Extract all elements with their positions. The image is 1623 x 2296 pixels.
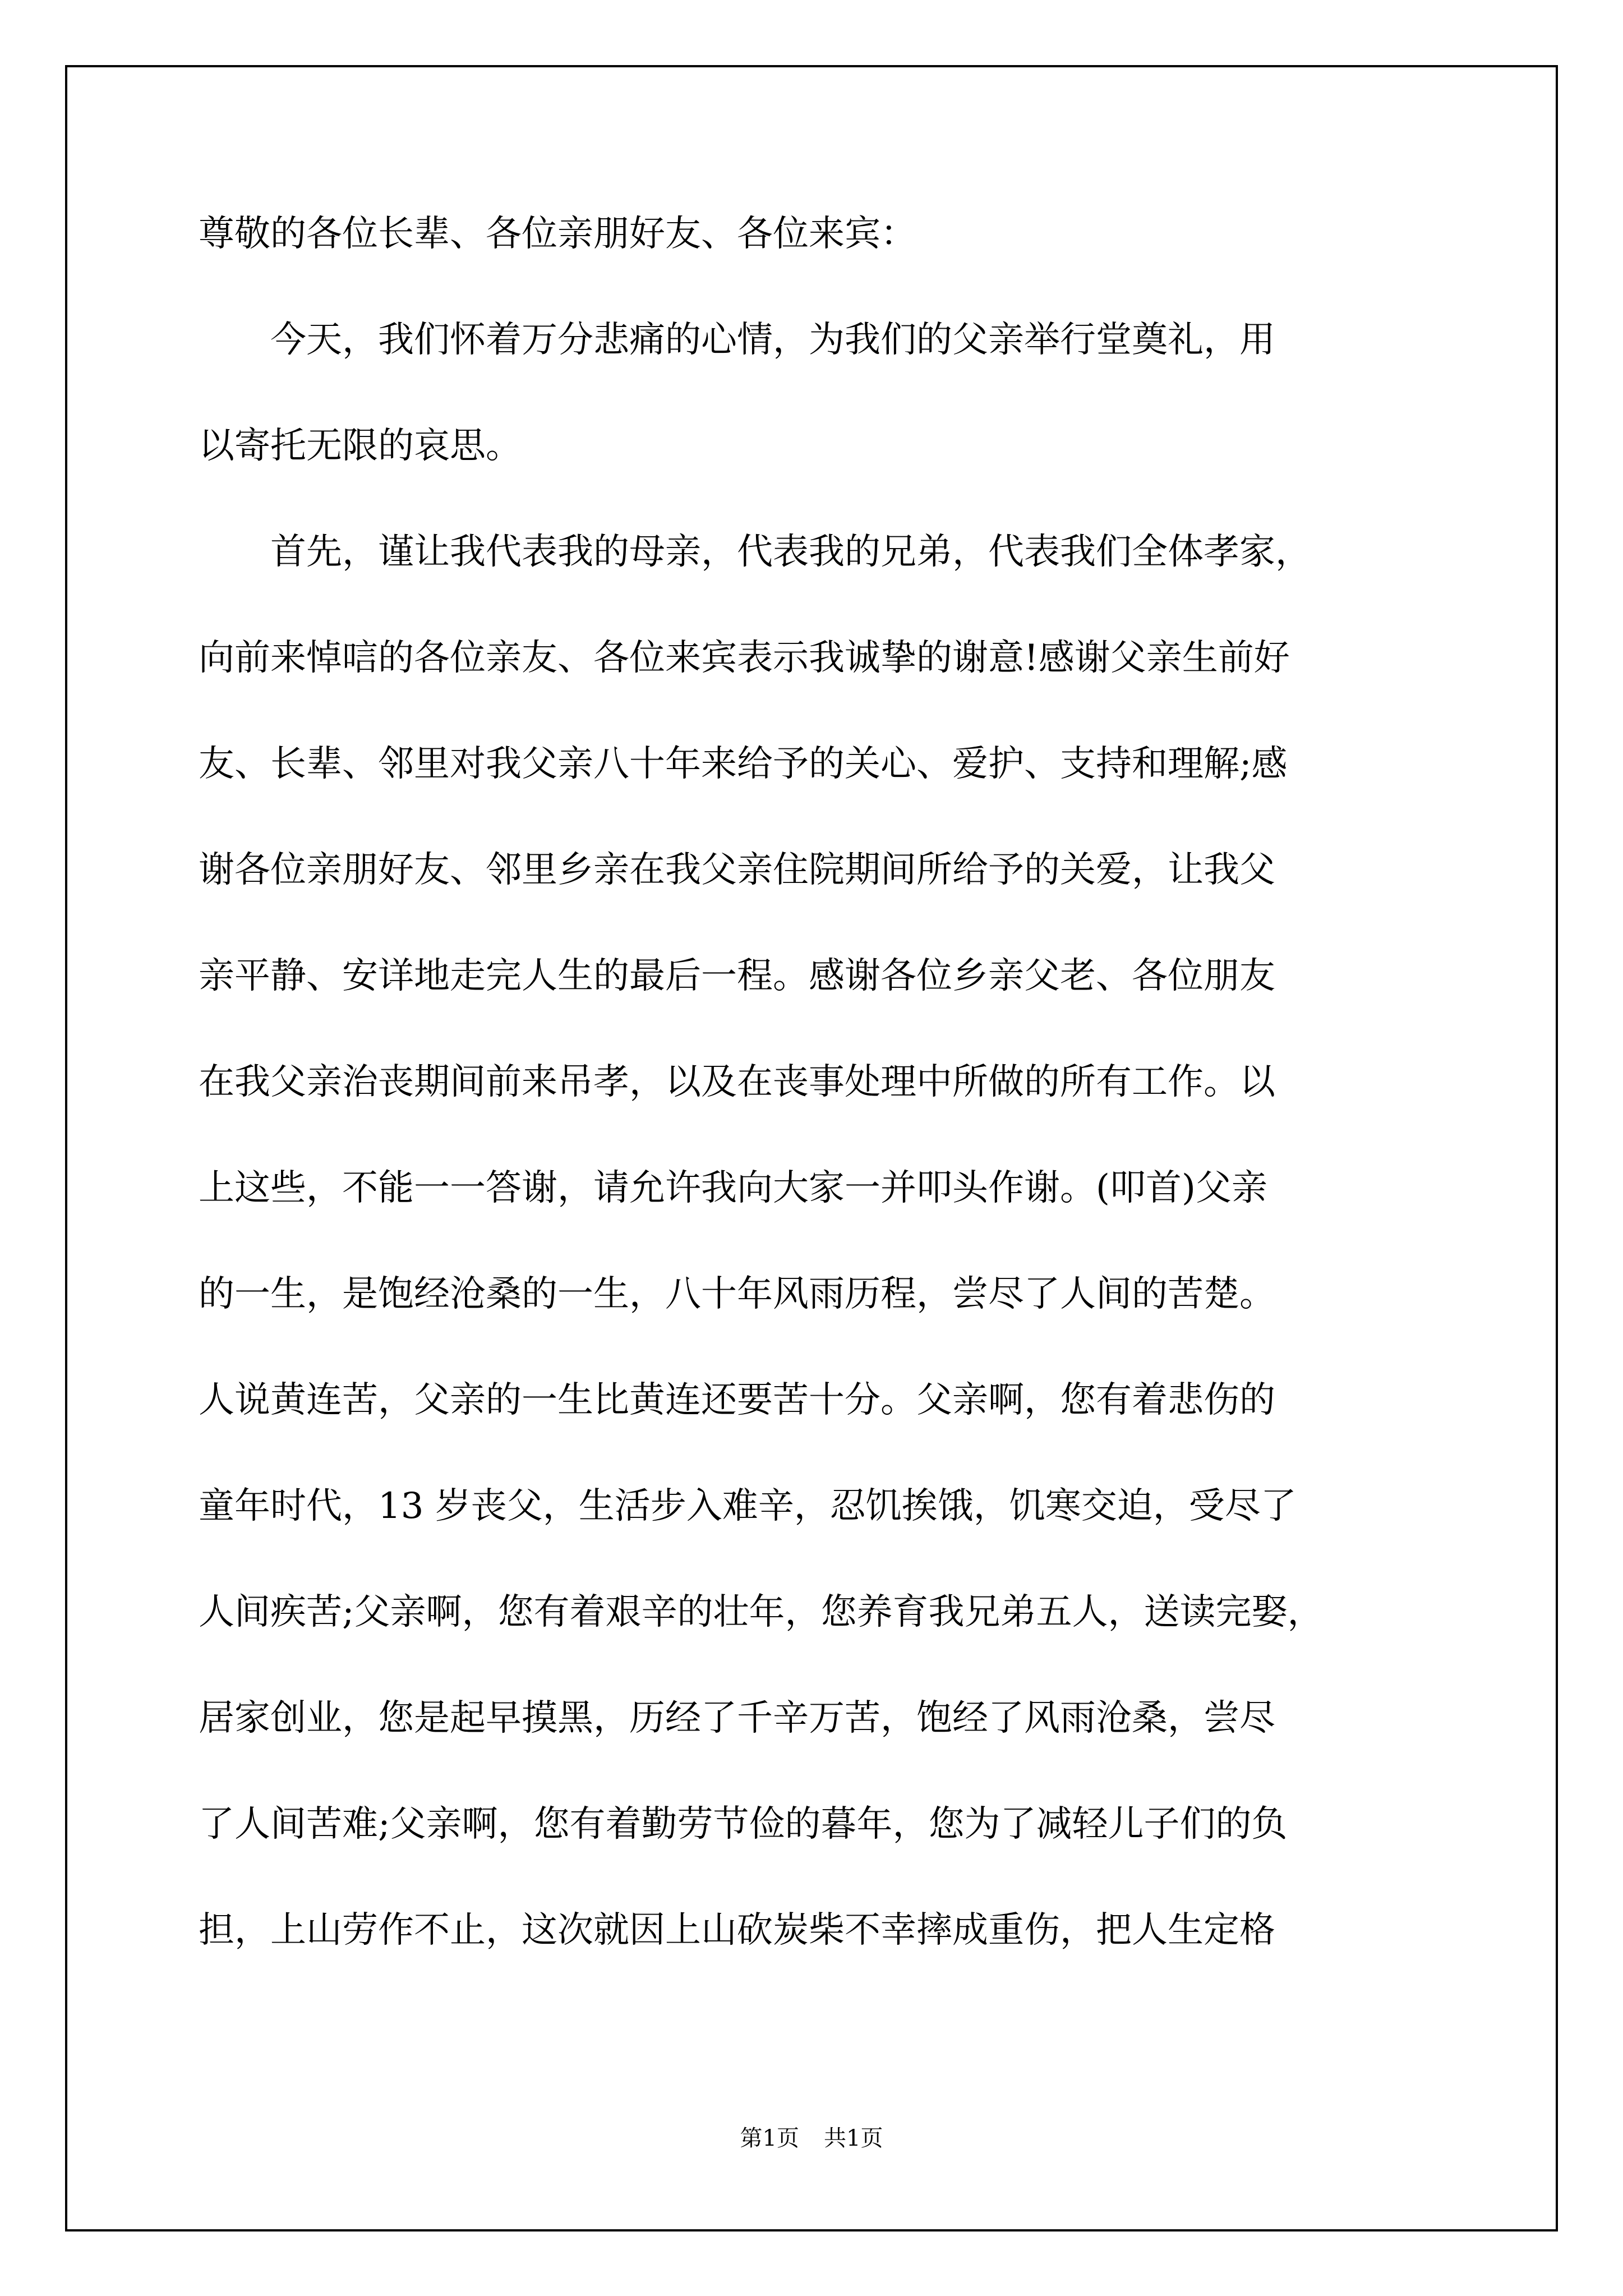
text-line: 首先，谨让我代表我的母亲，代表我的兄弟，代表我们全体孝家， <box>199 531 1311 573</box>
text-line: 人间疾苦;父亲啊，您有着艰辛的壮年，您养育我兄弟五人，送读完娶， <box>199 1591 1324 1633</box>
text-line: 上这些，不能一一答谢，请允许我向大家一并叩头作谢。(叩首)父亲 <box>199 1167 1267 1209</box>
text-line: 童年时代，13 岁丧父，生活步入难辛，忍饥挨饿，饥寒交迫，受尽了 <box>199 1485 1297 1527</box>
page-footer <box>0 2122 1623 2155</box>
page-number-total: 共1页 <box>824 2125 883 2151</box>
text-line: 在我父亲治丧期间前来吊孝，以及在丧事处理中所做的所有工作。以 <box>199 1061 1275 1103</box>
text-line: 人说黄连苦，父亲的一生比黄连还要苦十分。父亲啊，您有着悲伤的 <box>199 1379 1275 1421</box>
text-line: 担，上山劳作不止，这次就因上山砍炭柴不幸摔成重伤，把人生定格 <box>199 1910 1275 1951</box>
text-line: 友、长辈、邻里对我父亲八十年来给予的关心、爱护、支持和理解;感 <box>199 743 1288 785</box>
text-line: 亲平静、安详地走完人生的最后一程。感谢各位乡亲父老、各位朋友 <box>199 955 1275 997</box>
text-line: 了人间苦难;父亲啊，您有着勤劳节俭的暮年，您为了减轻儿子们的负 <box>199 1803 1288 1845</box>
text-line: 谢各位亲朋好友、邻里乡亲在我父亲住院期间所给予的关爱，让我父 <box>199 849 1275 891</box>
text-line: 以寄托无限的哀思。 <box>199 425 522 467</box>
text-line: 尊敬的各位长辈、各位亲朋好友、各位来宾： <box>199 213 916 255</box>
text-line: 居家创业，您是起早摸黑，历经了千辛万苦，饱经了风雨沧桑，尝尽 <box>199 1697 1275 1739</box>
text-line: 的一生，是饱经沧桑的一生，八十年风雨历程，尝尽了人间的苦楚。 <box>199 1273 1275 1315</box>
text-line: 向前来悼唁的各位亲友、各位来宾表示我诚挚的谢意!感谢父亲生前好 <box>199 637 1290 679</box>
page-number-current: 第1页 <box>740 2125 799 2151</box>
text-line: 今天，我们怀着万分悲痛的心情，为我们的父亲举行堂奠礼，用 <box>199 319 1275 361</box>
